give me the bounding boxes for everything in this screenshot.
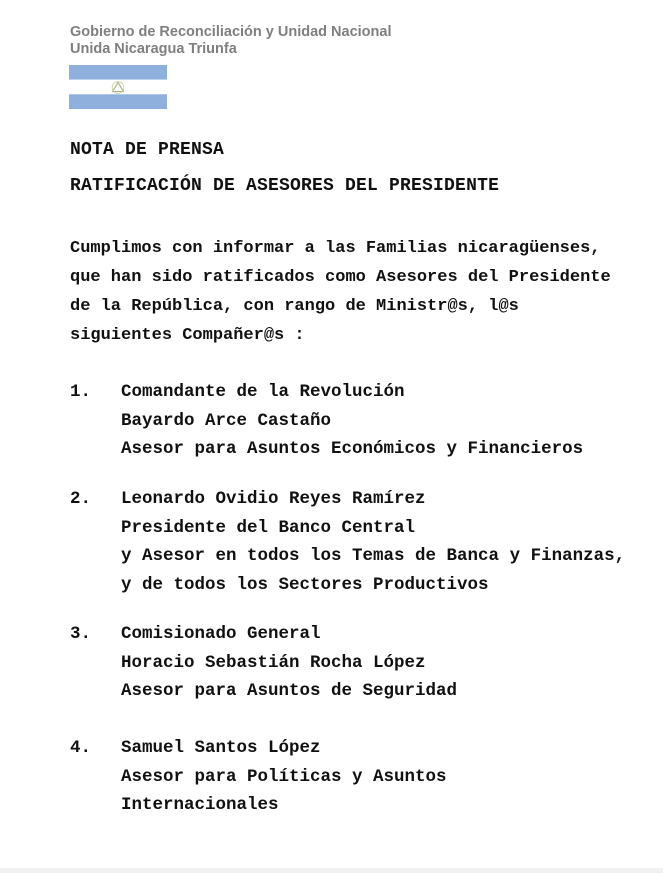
intro-line: siguientes Compañer@s : bbox=[70, 326, 305, 345]
press-note-subtitle: RATIFICACIÓN DE ASESORES DEL PRESIDENTE bbox=[70, 176, 500, 196]
list-item-line: Internacionales bbox=[121, 795, 279, 815]
list-item-number: 1. bbox=[70, 382, 92, 402]
list-item-line: Bayardo Arce Castaño bbox=[121, 410, 332, 431]
list-item-number: 4. bbox=[70, 738, 92, 758]
intro-paragraph bbox=[70, 234, 630, 350]
list-item-text bbox=[121, 620, 661, 706]
list-item-line: Comisionado General bbox=[121, 624, 321, 644]
nicaragua-flag-icon bbox=[69, 65, 167, 109]
list-item-number: 3. bbox=[70, 624, 92, 644]
header-government-name: Gobierno de Reconciliación y Unidad Nacional bbox=[70, 24, 392, 40]
list-item-line: Asesor para Políticas y Asuntos bbox=[121, 766, 447, 787]
intro-line: Cumplimos con informar a las Familias nicaragüenses, bbox=[70, 239, 601, 258]
bottom-divider bbox=[0, 868, 663, 873]
list-item-line: y Asesor en todos los Temas de Banca y Finanzas, bbox=[121, 546, 626, 566]
flag-top-stripe bbox=[69, 65, 167, 80]
list-item-text bbox=[121, 485, 661, 599]
list-item-line: Asesor para Asuntos Económicos y Financieros bbox=[121, 439, 584, 459]
list-item-line: Comandante de la Revolución bbox=[121, 382, 405, 402]
list-item-line: Leonardo Ovidio Reyes Ramírez bbox=[121, 489, 426, 509]
list-item-line: Presidente del Banco Central bbox=[121, 517, 416, 538]
header-slogan: Unida Nicaragua Triunfa bbox=[70, 41, 237, 57]
list-item-text bbox=[121, 378, 661, 464]
flag-bottom-stripe bbox=[69, 94, 167, 109]
intro-line: que han sido ratificados como Asesores del Presidente bbox=[70, 268, 611, 287]
document-header bbox=[70, 24, 391, 58]
intro-line: de la República, con rango de Ministr@s, l@s bbox=[70, 297, 519, 316]
press-note-title: NOTA DE PRENSA bbox=[70, 140, 225, 160]
list-item-number: 2. bbox=[70, 489, 92, 509]
list-item-line: Horacio Sebastián Rocha López bbox=[121, 652, 426, 673]
list-item-text bbox=[121, 734, 661, 820]
list-item-line: y de todos los Sectores Productivos bbox=[121, 574, 489, 595]
list-item-line: Samuel Santos López bbox=[121, 738, 321, 758]
list-item-line: Asesor para Asuntos de Seguridad bbox=[121, 681, 458, 701]
